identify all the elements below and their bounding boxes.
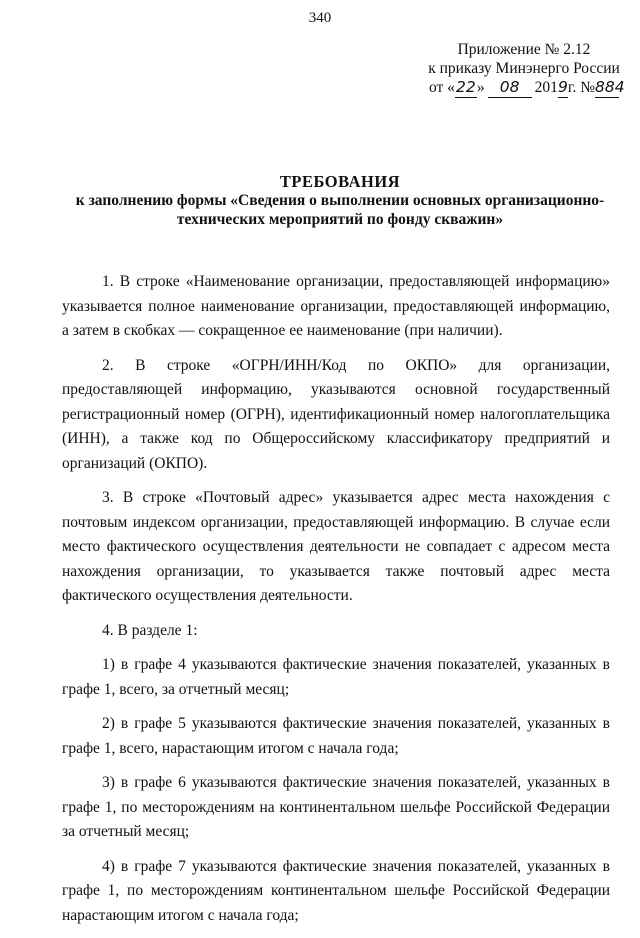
document-subtitle-line-2: технических мероприятий по фонду скважин» xyxy=(176,211,504,228)
paragraph: 1. В строке «Наименование организации, предоставляющей информацию» указывается полное наименование организации, предоставляющей информацию, а затем в скобках — сокращенное ее наименование (при наличии). xyxy=(62,273,610,339)
appendix-line: Приложение № 2.12 xyxy=(457,41,591,58)
handwritten-month: 08 xyxy=(488,78,532,98)
document-title: ТРЕБОВАНИЯ xyxy=(279,172,401,191)
handwritten-order-number: 884 xyxy=(595,78,625,96)
paragraph: 4) в графе 7 указываются фактические значения показателей, указанных в графе 1, по месторождениям континентальном шельфе Российской Федерации нарастающим итогом с начала года; xyxy=(62,857,610,924)
page-number: 340 xyxy=(308,10,332,26)
paragraph: 4. В разделе 1: xyxy=(102,621,198,639)
paragraph: 1) в графе 4 указываются фактические значения показателей, указанных в графе 1, всего, за отчетный месяц; xyxy=(62,656,610,698)
paragraph: 3. В строке «Почтовый адрес» указывается адрес места нахождения с почтовым индексом организации, предоставляющей информацию. В случае если место фактического осуществления деятельности не совпадает с адресом места нахождения организации, то указывается также почтовый адрес места фактического осуществления деятельности. xyxy=(62,489,610,604)
order-date-line xyxy=(414,78,634,98)
paragraph: 3) в графе 6 указываются фактические значения показателей, указанных в графе 1, по месторождениям на континентальном шельфе Российской Федерации за отчетный месяц; xyxy=(62,774,610,840)
date-quote: » xyxy=(476,79,485,96)
paragraph: 2. В строке «ОГРН/ИНН/Код по ОКПО» для организации, предоставляющей информацию, указываются основной государственный регистрационный номер (ОГРН), идентификационный номер налогоплательщика (ИНН), а также код по Общероссийскому классификатору предприятий и организаций (ОКПО). xyxy=(62,356,610,472)
handwritten-day: 22 xyxy=(456,78,476,96)
document-subtitle-line-1: к заполнению формы «Сведения о выполнении основных организационно- xyxy=(75,192,605,209)
date-prefix: от « xyxy=(428,79,455,96)
order-reference: к приказу Минэнерго России xyxy=(428,60,620,77)
document-body xyxy=(62,270,610,938)
appendix-header xyxy=(414,40,634,98)
year-suffix: г. № xyxy=(567,79,596,96)
handwritten-year-digit: 9 xyxy=(557,78,568,96)
document-title-block xyxy=(40,172,640,229)
paragraph: 2) в графе 5 указываются фактические значения показателей, указанных в графе 1, всего, нарастающим итогом с начала года; xyxy=(62,715,610,757)
year-prefix: 201 xyxy=(534,79,558,96)
